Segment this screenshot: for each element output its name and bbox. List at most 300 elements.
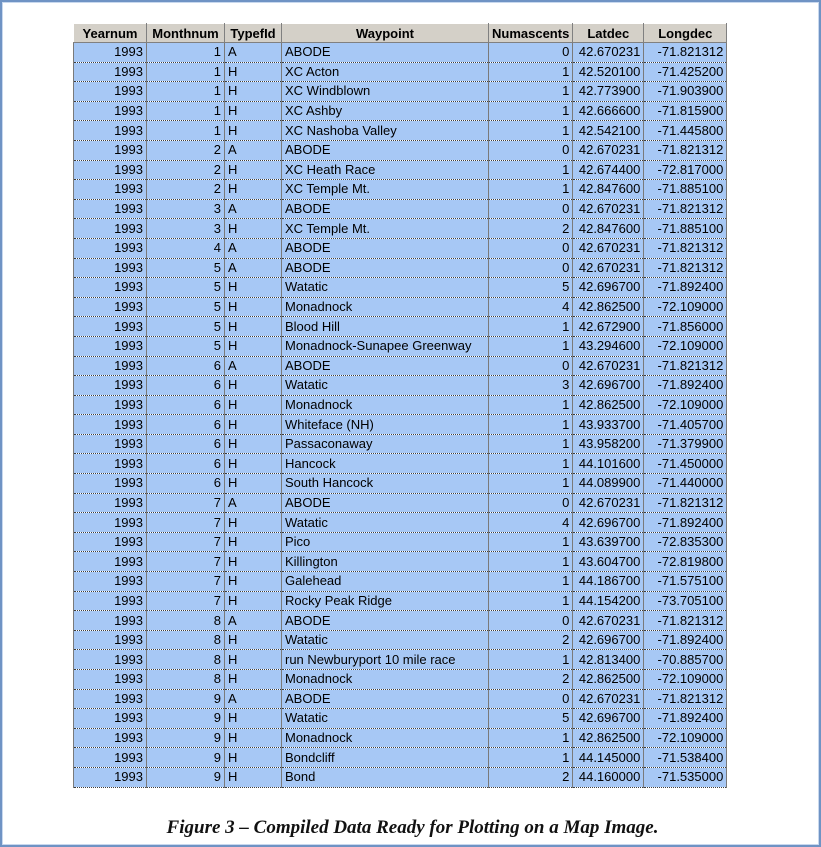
typefid-cell[interactable]: H: [225, 160, 282, 180]
longdec-cell[interactable]: -71.885100: [644, 219, 727, 239]
yearnum-cell[interactable]: 1993: [74, 630, 147, 650]
typefid-cell[interactable]: H: [225, 415, 282, 435]
yearnum-cell[interactable]: 1993: [74, 82, 147, 102]
numascents-cell[interactable]: 1: [489, 101, 573, 121]
yearnum-cell[interactable]: 1993: [74, 180, 147, 200]
numascents-cell[interactable]: 0: [489, 689, 573, 709]
typefid-cell[interactable]: H: [225, 572, 282, 592]
monthnum-cell[interactable]: 7: [147, 532, 225, 552]
column-header-typefid[interactable]: TypefId: [225, 24, 282, 43]
longdec-cell[interactable]: -71.821312: [644, 43, 727, 63]
longdec-cell[interactable]: -71.885100: [644, 180, 727, 200]
table-row[interactable]: [74, 356, 727, 376]
latdec-cell[interactable]: 42.847600: [573, 180, 644, 200]
table-row[interactable]: [74, 493, 727, 513]
yearnum-cell[interactable]: 1993: [74, 532, 147, 552]
waypoint-cell[interactable]: Monadnock: [282, 395, 489, 415]
latdec-cell[interactable]: 42.670231: [573, 493, 644, 513]
table-row[interactable]: [74, 611, 727, 631]
typefid-cell[interactable]: H: [225, 630, 282, 650]
latdec-cell[interactable]: 43.294600: [573, 336, 644, 356]
longdec-cell[interactable]: -71.405700: [644, 415, 727, 435]
yearnum-cell[interactable]: 1993: [74, 650, 147, 670]
waypoint-cell[interactable]: XC Nashoba Valley: [282, 121, 489, 141]
numascents-cell[interactable]: 0: [489, 43, 573, 63]
latdec-cell[interactable]: 42.862500: [573, 670, 644, 690]
monthnum-cell[interactable]: 8: [147, 630, 225, 650]
longdec-cell[interactable]: -72.109000: [644, 297, 727, 317]
latdec-cell[interactable]: 42.674400: [573, 160, 644, 180]
numascents-cell[interactable]: 2: [489, 219, 573, 239]
longdec-cell[interactable]: -71.379900: [644, 434, 727, 454]
monthnum-cell[interactable]: 7: [147, 572, 225, 592]
monthnum-cell[interactable]: 9: [147, 709, 225, 729]
monthnum-cell[interactable]: 9: [147, 728, 225, 748]
latdec-cell[interactable]: 42.670231: [573, 199, 644, 219]
longdec-cell[interactable]: -71.535000: [644, 767, 727, 787]
table-row[interactable]: [74, 650, 727, 670]
table-row[interactable]: [74, 219, 727, 239]
typefid-cell[interactable]: A: [225, 356, 282, 376]
typefid-cell[interactable]: H: [225, 62, 282, 82]
numascents-cell[interactable]: 1: [489, 748, 573, 768]
waypoint-cell[interactable]: Galehead: [282, 572, 489, 592]
typefid-cell[interactable]: H: [225, 317, 282, 337]
waypoint-cell[interactable]: run Newburyport 10 mile race: [282, 650, 489, 670]
monthnum-cell[interactable]: 2: [147, 140, 225, 160]
longdec-cell[interactable]: -72.109000: [644, 670, 727, 690]
yearnum-cell[interactable]: 1993: [74, 376, 147, 396]
monthnum-cell[interactable]: 5: [147, 317, 225, 337]
monthnum-cell[interactable]: 2: [147, 180, 225, 200]
waypoint-cell[interactable]: Bond: [282, 767, 489, 787]
longdec-cell[interactable]: -71.450000: [644, 454, 727, 474]
waypoint-cell[interactable]: XC Windblown: [282, 82, 489, 102]
waypoint-cell[interactable]: ABODE: [282, 43, 489, 63]
monthnum-cell[interactable]: 7: [147, 552, 225, 572]
waypoint-cell[interactable]: Hancock: [282, 454, 489, 474]
longdec-cell[interactable]: -71.892400: [644, 630, 727, 650]
longdec-cell[interactable]: -71.538400: [644, 748, 727, 768]
table-row[interactable]: [74, 82, 727, 102]
table-row[interactable]: [74, 434, 727, 454]
monthnum-cell[interactable]: 8: [147, 650, 225, 670]
table-row[interactable]: [74, 101, 727, 121]
monthnum-cell[interactable]: 5: [147, 278, 225, 298]
numascents-cell[interactable]: 1: [489, 415, 573, 435]
yearnum-cell[interactable]: 1993: [74, 493, 147, 513]
yearnum-cell[interactable]: 1993: [74, 160, 147, 180]
typefid-cell[interactable]: H: [225, 650, 282, 670]
typefid-cell[interactable]: H: [225, 297, 282, 317]
waypoint-cell[interactable]: XC Temple Mt.: [282, 219, 489, 239]
typefid-cell[interactable]: H: [225, 82, 282, 102]
waypoint-cell[interactable]: ABODE: [282, 689, 489, 709]
waypoint-cell[interactable]: ABODE: [282, 493, 489, 513]
table-row[interactable]: [74, 709, 727, 729]
yearnum-cell[interactable]: 1993: [74, 395, 147, 415]
table-row[interactable]: [74, 728, 727, 748]
numascents-cell[interactable]: 0: [489, 258, 573, 278]
numascents-cell[interactable]: 1: [489, 591, 573, 611]
monthnum-cell[interactable]: 7: [147, 513, 225, 533]
yearnum-cell[interactable]: 1993: [74, 591, 147, 611]
numascents-cell[interactable]: 1: [489, 160, 573, 180]
table-row[interactable]: [74, 258, 727, 278]
typefid-cell[interactable]: A: [225, 689, 282, 709]
yearnum-cell[interactable]: 1993: [74, 572, 147, 592]
monthnum-cell[interactable]: 6: [147, 356, 225, 376]
typefid-cell[interactable]: A: [225, 258, 282, 278]
latdec-cell[interactable]: 44.186700: [573, 572, 644, 592]
table-row[interactable]: [74, 160, 727, 180]
table-row[interactable]: [74, 43, 727, 63]
table-row[interactable]: [74, 591, 727, 611]
latdec-cell[interactable]: 43.958200: [573, 434, 644, 454]
yearnum-cell[interactable]: 1993: [74, 709, 147, 729]
typefid-cell[interactable]: H: [225, 552, 282, 572]
yearnum-cell[interactable]: 1993: [74, 297, 147, 317]
latdec-cell[interactable]: 42.773900: [573, 82, 644, 102]
longdec-cell[interactable]: -72.109000: [644, 336, 727, 356]
yearnum-cell[interactable]: 1993: [74, 748, 147, 768]
numascents-cell[interactable]: 1: [489, 180, 573, 200]
monthnum-cell[interactable]: 4: [147, 238, 225, 258]
waypoint-cell[interactable]: Watatic: [282, 376, 489, 396]
waypoint-cell[interactable]: Monadnock: [282, 670, 489, 690]
yearnum-cell[interactable]: 1993: [74, 336, 147, 356]
latdec-cell[interactable]: 43.639700: [573, 532, 644, 552]
numascents-cell[interactable]: 0: [489, 611, 573, 631]
table-row[interactable]: [74, 454, 727, 474]
yearnum-cell[interactable]: 1993: [74, 728, 147, 748]
latdec-cell[interactable]: 42.542100: [573, 121, 644, 141]
numascents-cell[interactable]: 0: [489, 199, 573, 219]
monthnum-cell[interactable]: 6: [147, 415, 225, 435]
longdec-cell[interactable]: -71.821312: [644, 356, 727, 376]
numascents-cell[interactable]: 5: [489, 278, 573, 298]
latdec-cell[interactable]: 42.670231: [573, 611, 644, 631]
longdec-cell[interactable]: -71.821312: [644, 493, 727, 513]
latdec-cell[interactable]: 42.696700: [573, 630, 644, 650]
typefid-cell[interactable]: H: [225, 591, 282, 611]
longdec-cell[interactable]: -71.821312: [644, 140, 727, 160]
typefid-cell[interactable]: H: [225, 728, 282, 748]
longdec-cell[interactable]: -71.821312: [644, 689, 727, 709]
table-row[interactable]: [74, 395, 727, 415]
table-row[interactable]: [74, 121, 727, 141]
yearnum-cell[interactable]: 1993: [74, 513, 147, 533]
waypoint-cell[interactable]: Pico: [282, 532, 489, 552]
table-row[interactable]: [74, 199, 727, 219]
numascents-cell[interactable]: 0: [489, 140, 573, 160]
yearnum-cell[interactable]: 1993: [74, 140, 147, 160]
latdec-cell[interactable]: 44.089900: [573, 474, 644, 494]
monthnum-cell[interactable]: 8: [147, 670, 225, 690]
waypoint-cell[interactable]: ABODE: [282, 258, 489, 278]
typefid-cell[interactable]: H: [225, 395, 282, 415]
yearnum-cell[interactable]: 1993: [74, 415, 147, 435]
typefid-cell[interactable]: H: [225, 709, 282, 729]
monthnum-cell[interactable]: 3: [147, 219, 225, 239]
table-row[interactable]: [74, 767, 727, 787]
waypoint-cell[interactable]: Watatic: [282, 709, 489, 729]
latdec-cell[interactable]: 42.847600: [573, 219, 644, 239]
yearnum-cell[interactable]: 1993: [74, 43, 147, 63]
waypoint-cell[interactable]: ABODE: [282, 199, 489, 219]
monthnum-cell[interactable]: 6: [147, 454, 225, 474]
table-row[interactable]: [74, 532, 727, 552]
numascents-cell[interactable]: 1: [489, 317, 573, 337]
table-row[interactable]: [74, 670, 727, 690]
table-row[interactable]: [74, 513, 727, 533]
yearnum-cell[interactable]: 1993: [74, 317, 147, 337]
column-header-numascents[interactable]: Numascents: [489, 24, 573, 43]
latdec-cell[interactable]: 44.160000: [573, 767, 644, 787]
waypoint-cell[interactable]: XC Temple Mt.: [282, 180, 489, 200]
monthnum-cell[interactable]: 9: [147, 689, 225, 709]
latdec-cell[interactable]: 42.696700: [573, 709, 644, 729]
latdec-cell[interactable]: 42.670231: [573, 140, 644, 160]
typefid-cell[interactable]: A: [225, 43, 282, 63]
latdec-cell[interactable]: 42.520100: [573, 62, 644, 82]
longdec-cell[interactable]: -71.575100: [644, 572, 727, 592]
monthnum-cell[interactable]: 9: [147, 748, 225, 768]
numascents-cell[interactable]: 1: [489, 62, 573, 82]
monthnum-cell[interactable]: 1: [147, 43, 225, 63]
yearnum-cell[interactable]: 1993: [74, 356, 147, 376]
numascents-cell[interactable]: 5: [489, 709, 573, 729]
yearnum-cell[interactable]: 1993: [74, 121, 147, 141]
yearnum-cell[interactable]: 1993: [74, 552, 147, 572]
yearnum-cell[interactable]: 1993: [74, 62, 147, 82]
typefid-cell[interactable]: A: [225, 493, 282, 513]
monthnum-cell[interactable]: 1: [147, 82, 225, 102]
table-row[interactable]: [74, 140, 727, 160]
longdec-cell[interactable]: -71.815900: [644, 101, 727, 121]
numascents-cell[interactable]: 1: [489, 454, 573, 474]
longdec-cell[interactable]: -72.835300: [644, 532, 727, 552]
monthnum-cell[interactable]: 7: [147, 493, 225, 513]
waypoint-cell[interactable]: South Hancock: [282, 474, 489, 494]
waypoint-cell[interactable]: XC Ashby: [282, 101, 489, 121]
waypoint-cell[interactable]: Watatic: [282, 630, 489, 650]
waypoint-cell[interactable]: Monadnock: [282, 297, 489, 317]
longdec-cell[interactable]: -71.440000: [644, 474, 727, 494]
latdec-cell[interactable]: 44.145000: [573, 748, 644, 768]
monthnum-cell[interactable]: 1: [147, 62, 225, 82]
typefid-cell[interactable]: H: [225, 454, 282, 474]
monthnum-cell[interactable]: 6: [147, 474, 225, 494]
waypoint-cell[interactable]: Watatic: [282, 278, 489, 298]
waypoint-cell[interactable]: ABODE: [282, 611, 489, 631]
typefid-cell[interactable]: H: [225, 278, 282, 298]
waypoint-cell[interactable]: Rocky Peak Ridge: [282, 591, 489, 611]
longdec-cell[interactable]: -71.821312: [644, 238, 727, 258]
yearnum-cell[interactable]: 1993: [74, 101, 147, 121]
typefid-cell[interactable]: H: [225, 532, 282, 552]
numascents-cell[interactable]: 2: [489, 630, 573, 650]
longdec-cell[interactable]: -72.109000: [644, 395, 727, 415]
table-row[interactable]: [74, 62, 727, 82]
longdec-cell[interactable]: -71.856000: [644, 317, 727, 337]
latdec-cell[interactable]: 42.862500: [573, 728, 644, 748]
yearnum-cell[interactable]: 1993: [74, 258, 147, 278]
longdec-cell[interactable]: -72.819800: [644, 552, 727, 572]
yearnum-cell[interactable]: 1993: [74, 278, 147, 298]
table-row[interactable]: [74, 336, 727, 356]
waypoint-cell[interactable]: Watatic: [282, 513, 489, 533]
monthnum-cell[interactable]: 5: [147, 258, 225, 278]
waypoint-cell[interactable]: Monadnock-Sunapee Greenway: [282, 336, 489, 356]
table-row[interactable]: [74, 376, 727, 396]
typefid-cell[interactable]: A: [225, 238, 282, 258]
yearnum-cell[interactable]: 1993: [74, 434, 147, 454]
typefid-cell[interactable]: A: [225, 611, 282, 631]
numascents-cell[interactable]: 3: [489, 376, 573, 396]
table-row[interactable]: [74, 748, 727, 768]
table-row[interactable]: [74, 297, 727, 317]
numascents-cell[interactable]: 2: [489, 670, 573, 690]
yearnum-cell[interactable]: 1993: [74, 454, 147, 474]
numascents-cell[interactable]: 1: [489, 474, 573, 494]
numascents-cell[interactable]: 1: [489, 728, 573, 748]
waypoint-cell[interactable]: ABODE: [282, 238, 489, 258]
waypoint-cell[interactable]: Whiteface (NH): [282, 415, 489, 435]
yearnum-cell[interactable]: 1993: [74, 611, 147, 631]
latdec-cell[interactable]: 42.813400: [573, 650, 644, 670]
yearnum-cell[interactable]: 1993: [74, 199, 147, 219]
latdec-cell[interactable]: 42.696700: [573, 278, 644, 298]
numascents-cell[interactable]: 4: [489, 297, 573, 317]
longdec-cell[interactable]: -71.821312: [644, 611, 727, 631]
numascents-cell[interactable]: 0: [489, 493, 573, 513]
latdec-cell[interactable]: 42.696700: [573, 376, 644, 396]
longdec-cell[interactable]: -73.705100: [644, 591, 727, 611]
latdec-cell[interactable]: 42.862500: [573, 297, 644, 317]
latdec-cell[interactable]: 42.666600: [573, 101, 644, 121]
longdec-cell[interactable]: -72.109000: [644, 728, 727, 748]
monthnum-cell[interactable]: 1: [147, 101, 225, 121]
table-row[interactable]: [74, 278, 727, 298]
typefid-cell[interactable]: H: [225, 670, 282, 690]
latdec-cell[interactable]: 42.670231: [573, 356, 644, 376]
longdec-cell[interactable]: -71.892400: [644, 376, 727, 396]
table-row[interactable]: [74, 238, 727, 258]
table-row[interactable]: [74, 415, 727, 435]
latdec-cell[interactable]: 42.696700: [573, 513, 644, 533]
waypoint-cell[interactable]: ABODE: [282, 356, 489, 376]
waypoint-cell[interactable]: Killington: [282, 552, 489, 572]
table-row[interactable]: [74, 689, 727, 709]
numascents-cell[interactable]: 1: [489, 336, 573, 356]
latdec-cell[interactable]: 43.933700: [573, 415, 644, 435]
typefid-cell[interactable]: H: [225, 121, 282, 141]
waypoint-cell[interactable]: Bondcliff: [282, 748, 489, 768]
numascents-cell[interactable]: 1: [489, 434, 573, 454]
latdec-cell[interactable]: 44.154200: [573, 591, 644, 611]
typefid-cell[interactable]: H: [225, 180, 282, 200]
longdec-cell[interactable]: -71.892400: [644, 709, 727, 729]
table-row[interactable]: [74, 317, 727, 337]
column-header-yearnum[interactable]: Yearnum: [74, 24, 147, 43]
numascents-cell[interactable]: 0: [489, 238, 573, 258]
yearnum-cell[interactable]: 1993: [74, 670, 147, 690]
typefid-cell[interactable]: A: [225, 199, 282, 219]
yearnum-cell[interactable]: 1993: [74, 767, 147, 787]
longdec-cell[interactable]: -71.821312: [644, 258, 727, 278]
waypoint-cell[interactable]: XC Heath Race: [282, 160, 489, 180]
longdec-cell[interactable]: -71.821312: [644, 199, 727, 219]
typefid-cell[interactable]: H: [225, 219, 282, 239]
column-header-waypoint[interactable]: Waypoint: [282, 24, 489, 43]
waypoint-cell[interactable]: Monadnock: [282, 728, 489, 748]
column-header-longdec[interactable]: Longdec: [644, 24, 727, 43]
longdec-cell[interactable]: -71.892400: [644, 513, 727, 533]
longdec-cell[interactable]: -71.903900: [644, 82, 727, 102]
numascents-cell[interactable]: 1: [489, 552, 573, 572]
latdec-cell[interactable]: 42.670231: [573, 258, 644, 278]
typefid-cell[interactable]: H: [225, 376, 282, 396]
monthnum-cell[interactable]: 1: [147, 121, 225, 141]
table-row[interactable]: [74, 630, 727, 650]
typefid-cell[interactable]: H: [225, 767, 282, 787]
waypoint-cell[interactable]: ABODE: [282, 140, 489, 160]
table-row[interactable]: [74, 474, 727, 494]
longdec-cell[interactable]: -71.425200: [644, 62, 727, 82]
latdec-cell[interactable]: 42.862500: [573, 395, 644, 415]
latdec-cell[interactable]: 42.670231: [573, 689, 644, 709]
monthnum-cell[interactable]: 6: [147, 434, 225, 454]
typefid-cell[interactable]: H: [225, 336, 282, 356]
yearnum-cell[interactable]: 1993: [74, 219, 147, 239]
waypoint-cell[interactable]: Passaconaway: [282, 434, 489, 454]
monthnum-cell[interactable]: 5: [147, 336, 225, 356]
table-row[interactable]: [74, 572, 727, 592]
typefid-cell[interactable]: A: [225, 140, 282, 160]
longdec-cell[interactable]: -72.817000: [644, 160, 727, 180]
monthnum-cell[interactable]: 9: [147, 767, 225, 787]
numascents-cell[interactable]: 1: [489, 532, 573, 552]
numascents-cell[interactable]: 1: [489, 650, 573, 670]
monthnum-cell[interactable]: 2: [147, 160, 225, 180]
table-row[interactable]: [74, 180, 727, 200]
waypoint-cell[interactable]: XC Acton: [282, 62, 489, 82]
numascents-cell[interactable]: 4: [489, 513, 573, 533]
latdec-cell[interactable]: 43.604700: [573, 552, 644, 572]
column-header-monthnum[interactable]: Monthnum: [147, 24, 225, 43]
numascents-cell[interactable]: 1: [489, 395, 573, 415]
longdec-cell[interactable]: -71.445800: [644, 121, 727, 141]
monthnum-cell[interactable]: 3: [147, 199, 225, 219]
numascents-cell[interactable]: 1: [489, 82, 573, 102]
yearnum-cell[interactable]: 1993: [74, 238, 147, 258]
numascents-cell[interactable]: 0: [489, 356, 573, 376]
column-header-latdec[interactable]: Latdec: [573, 24, 644, 43]
numascents-cell[interactable]: 2: [489, 767, 573, 787]
latdec-cell[interactable]: 42.670231: [573, 238, 644, 258]
numascents-cell[interactable]: 1: [489, 121, 573, 141]
waypoint-cell[interactable]: Blood Hill: [282, 317, 489, 337]
typefid-cell[interactable]: H: [225, 474, 282, 494]
latdec-cell[interactable]: 42.672900: [573, 317, 644, 337]
monthnum-cell[interactable]: 6: [147, 376, 225, 396]
numascents-cell[interactable]: 1: [489, 572, 573, 592]
monthnum-cell[interactable]: 7: [147, 591, 225, 611]
table-row[interactable]: [74, 552, 727, 572]
typefid-cell[interactable]: H: [225, 513, 282, 533]
monthnum-cell[interactable]: 5: [147, 297, 225, 317]
